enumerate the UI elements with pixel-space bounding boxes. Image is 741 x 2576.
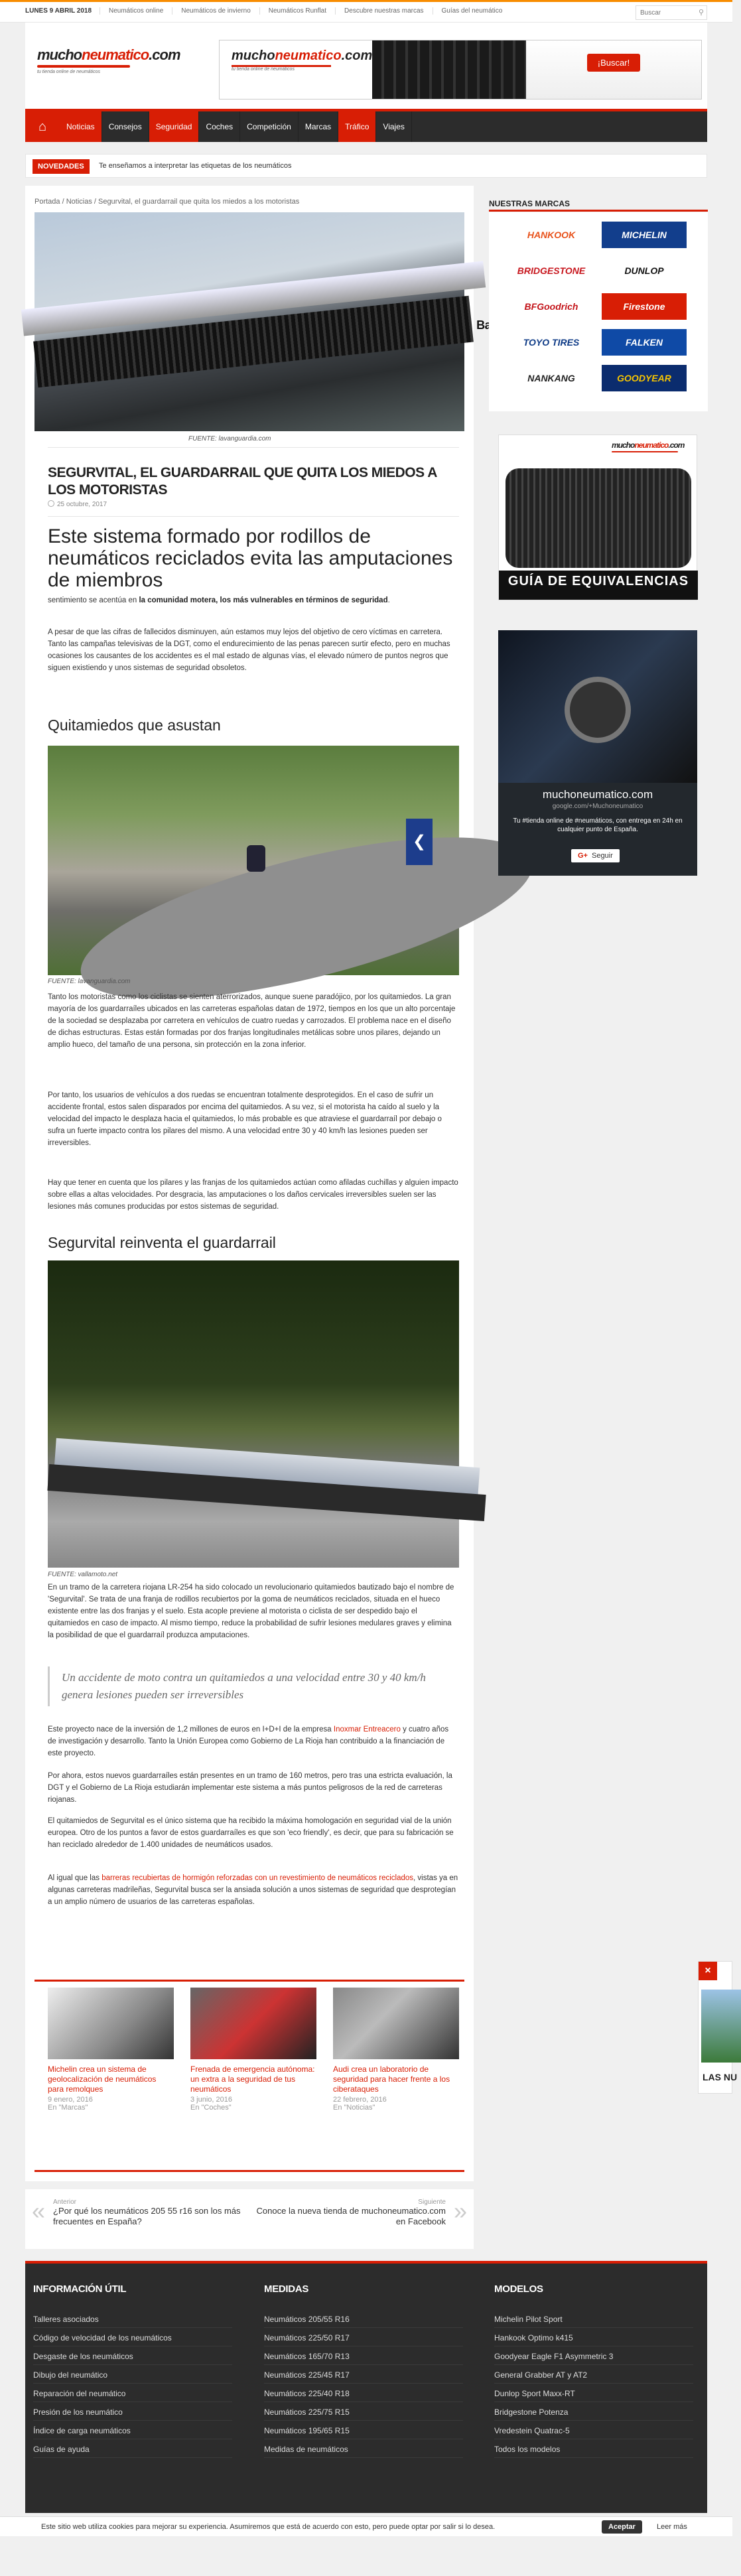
brand-dunlop[interactable]: DUNLOP <box>624 265 664 276</box>
nav-item-noticias[interactable]: Noticias <box>60 111 102 142</box>
banner-logo-main: mucho <box>232 48 275 63</box>
cookie-text: Este sitio web utiliza cookies para mejorar su experiencia. Asumiremos que está de acuerdo con esto, pero puede optar por salir si lo desea. <box>41 2523 496 2531</box>
footer-link[interactable]: Neumáticos 225/45 R17 <box>264 2365 463 2384</box>
top-link-invierno[interactable]: Neumáticos de invierno <box>172 7 259 15</box>
banner-search-button[interactable]: ¡Buscar! <box>587 54 640 72</box>
current-date: LUNES 9 ABRIL 2018 <box>25 7 92 15</box>
paragraph-4: Por tanto, los usuarios de vehículos a dos ruedas se encuentran totalmente desprotegidos. En el caso de sufrir un accidente frontal, estos salen disparados por encima del quitamiedos. A su vez, si el motorista ha caído al suelo y la velocidad del impacto le desplaza hacia el quitamiedos, lo más probable es que atraviese el guardarraíl por debajo o sufra un fuerte impacto contra los pilares del mismo. A una velocidad entre 30 y 40 km/h las lesiones pueden ser irreversibles. <box>48 1091 442 1147</box>
footer-link[interactable]: Neumáticos 205/55 R16 <box>264 2309 463 2328</box>
barreras-link[interactable]: barreras recubiertas de hormigón reforzadas con un revestimiento de neumáticos reciclados <box>101 1874 414 1882</box>
follow-button[interactable] <box>571 849 620 862</box>
tires-image <box>505 468 691 568</box>
related-category: En "Marcas" <box>48 2104 88 2112</box>
brands-widget <box>489 212 708 411</box>
prev-title[interactable]: ¿Por qué los neumáticos 205 55 r16 son los más frecuentes en España? <box>53 2206 241 2226</box>
p1-text: sentimiento se acentúa en <box>48 596 139 604</box>
prev-arrow-icon[interactable]: « <box>32 2197 46 2224</box>
ticker-headline[interactable]: Te enseñamos a interpretar las etiquetas de los neumáticos <box>99 162 292 170</box>
gplus-icon: G+ <box>578 852 588 860</box>
footer-link[interactable]: Reparación del neumático <box>33 2384 232 2402</box>
subheading-segurvital: Segurvital reinventa el guardarrail <box>48 1234 276 1251</box>
news-ticker <box>25 154 707 178</box>
brand-bfgoodrich[interactable]: BFGoodrich <box>524 301 578 312</box>
article-lead: Este sistema formado por rodillos de neumáticos reciclados evita las amputaciones de miembros <box>48 525 453 591</box>
footer-link[interactable]: Goodyear Eagle F1 Asymmetric 3 <box>494 2346 693 2365</box>
top-link-guias[interactable]: Guías del neumático <box>433 7 511 15</box>
footer-col-modelos <box>494 2283 693 2458</box>
related-date: 9 enero, 2016 <box>48 2096 93 2104</box>
banner-tire-image <box>372 40 526 99</box>
brand-hankook[interactable]: HANKOOK <box>527 230 576 240</box>
p7-text-a: Este proyecto nace de la inversión de 1,2 millones de euros en I+D+I de la empresa <box>48 1726 334 1733</box>
paragraph-3: Tanto los motoristas como los ciclistas se sienten aterrorizados, aunque suene paradójico, por los quitamiedos. La gran mayoría de los guardarraíles ubicados en las carreteras españolas datan de 1972, tiempos en los que un alto porcentaje de la sociedad se desplazaba por carretera en vehículos de cuatro ruedas y carrozados. El problema nace en el diseño de dichas estructuras. Estas están formadas por dos franjas longitudinales metálicas sobre unos pilares, dejando un amplio hueco, del tamaño de una persona, sin protección en la zona inferior. <box>48 993 456 1049</box>
ticker-label: NOVEDADES <box>33 159 90 174</box>
post-date <box>48 500 107 508</box>
logo-tagline: tu tienda online de neumáticos <box>37 70 100 74</box>
nav-item-trafico[interactable]: Tráfico <box>338 111 376 142</box>
search-input[interactable] <box>636 7 691 20</box>
banner-logo-accent: neumatico <box>275 48 342 63</box>
nav-item-marcas[interactable]: Marcas <box>299 111 338 142</box>
search-box <box>636 5 707 20</box>
footer-link[interactable]: Presión de los neumático <box>33 2402 232 2421</box>
related-title[interactable]: Frenada de emergencia autónoma: un extra a la seguridad de tus neumáticos <box>190 2065 315 2094</box>
banner-logo <box>220 40 372 99</box>
site-footer <box>25 2261 707 2513</box>
banner-logo-tagline: tu tienda online de neumáticos <box>232 67 295 72</box>
cookie-accept-button[interactable]: Aceptar <box>602 2520 642 2534</box>
nav-item-competicion[interactable]: Competición <box>240 111 299 142</box>
pull-quote: Un accidente de moto contra un quitamiedos a una velocidad entre 30 y 40 km/h genera lesiones pueden ser irreversibles <box>48 1666 459 1706</box>
top-link-online[interactable]: Neumáticos online <box>100 7 172 15</box>
footer-link[interactable]: Desgaste de los neumáticos <box>33 2346 232 2365</box>
divider <box>48 447 459 448</box>
prev-post[interactable] <box>53 2199 252 2227</box>
header-banner-ad[interactable] <box>219 40 702 100</box>
main-nav <box>25 109 707 142</box>
p10-text-a: Al igual que las <box>48 1874 102 1882</box>
footer-col-medidas <box>264 2283 463 2458</box>
nav-item-consejos[interactable]: Consejos <box>102 111 149 142</box>
p10-text-b: , vistas ya en algunas carreteras madrileñas, Segurvital busca ser la ansiada solución a unos sistemas de seguridad que desprotegían a un amplio número de usuarios de las carreteras españolas. <box>48 1874 458 1906</box>
paragraph-5: Hay que tener en cuenta que los pilares y las franjas de los quitamiedos actúan como afiladas cuchillas y alguien impacto sobre ellas a altas velocidades. Por desgracia, las amputaciones o los daños cervicales irreversibles suelen ser las lesiones más comunes producidas por estos sistemas de seguridad. <box>48 1179 458 1211</box>
follow-label: Seguir <box>591 852 613 860</box>
nav-item-viajes[interactable]: Viajes <box>376 111 411 142</box>
banner-cta <box>526 40 701 99</box>
ad-equivalencias: GUÍA DE EQUIVALENCIAS <box>499 571 698 600</box>
related-title[interactable]: Michelin crea un sistema de geolocalización de neumáticos para remolques <box>48 2065 157 2094</box>
floating-promo[interactable] <box>698 1961 738 2094</box>
related-item[interactable] <box>333 1988 459 2112</box>
post-navigation <box>25 2189 474 2249</box>
social-description: Tu #tienda online de #neumáticos, con entrega en 24h en cualquier punto de España. <box>513 817 683 833</box>
article-image-motorcycle <box>48 746 459 975</box>
footer-link[interactable]: Neumáticos 165/70 R13 <box>264 2346 463 2365</box>
related-thumb[interactable] <box>48 1988 174 2059</box>
related-divider <box>34 1980 464 1982</box>
paragraph-8: Por ahora, estos nuevos guardarraíles están presentes en un tramo de 160 metros, pero tras una estricta evaluación, la DGT y el Gobierno de La Rioja estudiarán implementar este sistema a más puntos peligrosos de la red de carreteras riojanas. <box>48 1772 452 1804</box>
footer-link[interactable]: Vredestein Quatrac-5 <box>494 2421 693 2439</box>
paragraph-10 <box>48 1872 459 1908</box>
article <box>25 186 474 2181</box>
hero-caption: FUENTE: lavanguardia.com <box>188 435 271 442</box>
paragraph-7 <box>48 1724 459 1759</box>
close-icon[interactable]: × <box>699 1962 717 1980</box>
next-title[interactable]: Conoce la nueva tienda de muchoneumatico.com en Facebook <box>256 2206 446 2226</box>
floating-promo-text: LAS NU <box>703 2072 738 2082</box>
image2-caption: FUENTE: vallamoto.net <box>48 1571 118 1578</box>
ad-logo-main: mucho <box>612 441 635 450</box>
prev-label: Anterior <box>53 2199 77 2206</box>
next-arrow-icon[interactable]: » <box>453 2197 467 2224</box>
footer-link[interactable]: Código de velocidad de los neumáticos <box>33 2328 232 2346</box>
footer-link[interactable]: Bridgestone Potenza <box>494 2402 693 2421</box>
hero-image <box>34 212 464 431</box>
top-links <box>100 7 511 15</box>
search-icon[interactable]: ⚲ <box>698 9 704 17</box>
ad-logo-swoosh <box>612 451 678 452</box>
brand-nankang[interactable]: NANKANG <box>527 373 575 383</box>
paragraph-6: En un tramo de la carretera riojana LR-254 ha sido colocado un revolucionario quitamiedos bautizado bajo el nombre de 'Segurvital'. Se trata de una franja de rodillos recubiertos por la goma de neumáticos reciclados, situada en el hueco existente entre las dos franjas y el suelo. Esta acople previene al motorista o ciclista de ser despedido bajo el quitamiedos en caso de impacto. Al mismo tiempo, reduce la probabilidad de sufrir lesiones medulares graves y elimina la posibilidad de que el guardarraíl produzca amputaciones. <box>48 1584 454 1639</box>
cookie-bar <box>0 2516 732 2536</box>
footer-link[interactable]: Talleres asociados <box>33 2309 232 2328</box>
footer-link[interactable]: Dunlop Sport Maxx-RT <box>494 2384 693 2402</box>
footer-link[interactable]: Medidas de neumáticos <box>264 2439 463 2458</box>
chevron-sign-icon: ❮ <box>406 819 433 865</box>
footer-link[interactable]: Neumáticos 195/65 R15 <box>264 2421 463 2439</box>
footer-link[interactable]: Michelin Pilot Sport <box>494 2309 693 2328</box>
related-item[interactable] <box>190 1988 316 2112</box>
top-link-runflat[interactable]: Neumáticos Runflat <box>259 7 335 15</box>
related-thumb[interactable] <box>333 1988 459 2059</box>
tire-logo-icon <box>565 677 631 743</box>
image1-caption: FUENTE: lavanguardia.com <box>48 978 131 985</box>
footer-link[interactable]: Neumáticos 225/75 R15 <box>264 2402 463 2421</box>
footer-link[interactable]: Guías de ayuda <box>33 2439 232 2458</box>
footer-link[interactable]: Todos los modelos <box>494 2439 693 2458</box>
footer-col-title: MEDIDAS <box>264 2283 309 2295</box>
ad-logo <box>612 441 691 467</box>
top-bar <box>0 0 732 23</box>
paragraph-9: El quitamiedos de Segurvital es el único sistema que ha recibido la máxima homologación en seguridad vial de la unión europea. Otro de los puntos a favor de estos guardarraíles es que son 'eco friendly', es decir, que para su fabricación se han reciclado alrededor de 1.400 unidades de neumáticos usados. <box>48 1817 454 1849</box>
clock-icon <box>48 500 54 507</box>
logo-swoosh <box>37 65 130 68</box>
ad-logo-tld: .com <box>668 441 685 450</box>
social-handle[interactable]: google.com/+Muchoneumatico <box>552 803 643 810</box>
logo-accent: neumatico <box>82 46 149 63</box>
divider <box>48 516 459 517</box>
brand-goodyear[interactable]: GOODYEAR <box>602 365 687 391</box>
nav-item-coches[interactable]: Coches <box>199 111 240 142</box>
inoxmar-link[interactable]: Inoxmar Entreacero <box>333 1726 401 1733</box>
brand-bridgestone[interactable]: BRIDGESTONE <box>517 265 586 276</box>
p7-text-b: y cuatro años de investigación y desarrollo. Tanto la Unión Europea como Gobierno de La Rioja han contribuido a la financiación de este proyecto. <box>48 1726 449 1757</box>
brand-falken[interactable]: FALKEN <box>602 329 687 356</box>
social-name[interactable]: muchoneumatico.com <box>542 788 653 801</box>
bottom-divider <box>34 2170 464 2172</box>
next-post[interactable] <box>247 2199 446 2227</box>
related-thumb[interactable] <box>190 1988 316 2059</box>
related-date: 22 febrero, 2016 <box>333 2096 387 2104</box>
related-category: En "Coches" <box>190 2104 232 2112</box>
related-item[interactable] <box>48 1988 174 2112</box>
next-label: Siguiente <box>418 2199 446 2206</box>
sidebar-heading-line <box>489 210 708 212</box>
paragraph-2: A pesar de que las cifras de fallecidos disminuyen, aún estamos muy lejos del objetivo de cero víctimas en carretera. Tanto las campañas televisivas de la DGT, como el endurecimiento de las penas parecen surtir efecto, pero en muchas ocasiones los causantes de los accidentes es el mal estado de algunas vías, el elevado número de puntos negros que siguen existiendo y unos sistemas de seguridad obsoletos. <box>48 628 450 672</box>
subheading-quitamiedos: Quitamiedos que asustan <box>48 716 221 734</box>
motorcycle-shape <box>247 845 265 872</box>
logo-main: mucho <box>37 46 82 63</box>
banner-logo-tld: .com <box>341 48 373 63</box>
floating-promo-image <box>701 1990 741 2063</box>
article-image-guardrail <box>48 1260 459 1568</box>
cookie-read-more-link[interactable]: Leer más <box>657 2523 687 2531</box>
home-icon[interactable]: ⌂ <box>25 111 60 142</box>
paragraph-1: sentimiento se acentúa en la comunidad motera, los más vulnerables en términos de seguridad. <box>48 596 390 604</box>
footer-col-info <box>33 2283 232 2458</box>
related-title[interactable]: Audi crea un laboratorio de seguridad para hacer frente a los ciberataques <box>333 2065 450 2094</box>
footer-col-title: INFORMACIÓN ÚTIL <box>33 2283 127 2295</box>
page-title: SEGURVITAL, EL GUARDARRAIL QUE QUITA LOS MIEDOS A LOS MOTORISTAS <box>48 465 437 498</box>
footer-link[interactable]: Dibujo del neumático <box>33 2365 232 2384</box>
logo-tld: .com <box>149 46 180 63</box>
footer-link[interactable]: Índice de carga neumáticos <box>33 2421 232 2439</box>
footer-link[interactable]: Neumáticos 225/40 R18 <box>264 2384 463 2402</box>
nav-item-seguridad[interactable]: Seguridad <box>149 111 200 142</box>
ad-logo-accent: neumatico <box>634 441 669 450</box>
sidebar-ad-tires[interactable] <box>498 435 697 600</box>
brand-michelin[interactable]: MICHELIN <box>602 222 687 248</box>
footer-link[interactable]: General Grabber AT y AT2 <box>494 2365 693 2384</box>
brand-toyo[interactable]: TOYO TIRES <box>523 337 580 348</box>
p1-bold: la comunidad motera, los más vulnerables en términos de seguridad <box>139 596 388 604</box>
footer-link[interactable]: Hankook Optimo k415 <box>494 2328 693 2346</box>
site-logo[interactable] <box>37 46 180 84</box>
brand-firestone[interactable]: Firestone <box>602 293 687 320</box>
footer-col-title: MODELOS <box>494 2283 543 2295</box>
footer-link[interactable]: Neumáticos 225/50 R17 <box>264 2328 463 2346</box>
social-info <box>498 783 697 876</box>
top-link-marcas[interactable]: Descubre nuestras marcas <box>335 7 433 15</box>
related-category: En "Noticias" <box>333 2104 375 2112</box>
sidebar-brands-heading: NUESTRAS MARCAS <box>489 199 571 208</box>
post-date-text: 25 octubre, 2017 <box>57 501 107 508</box>
related-date: 3 junio, 2016 <box>190 2096 232 2104</box>
related-posts <box>48 1988 459 2112</box>
breadcrumb[interactable]: Portada / Noticias / Segurvital, el guardarrail que quita los miedos a los motoristas <box>34 198 300 206</box>
site-header <box>25 23 707 109</box>
social-widget <box>498 630 697 876</box>
